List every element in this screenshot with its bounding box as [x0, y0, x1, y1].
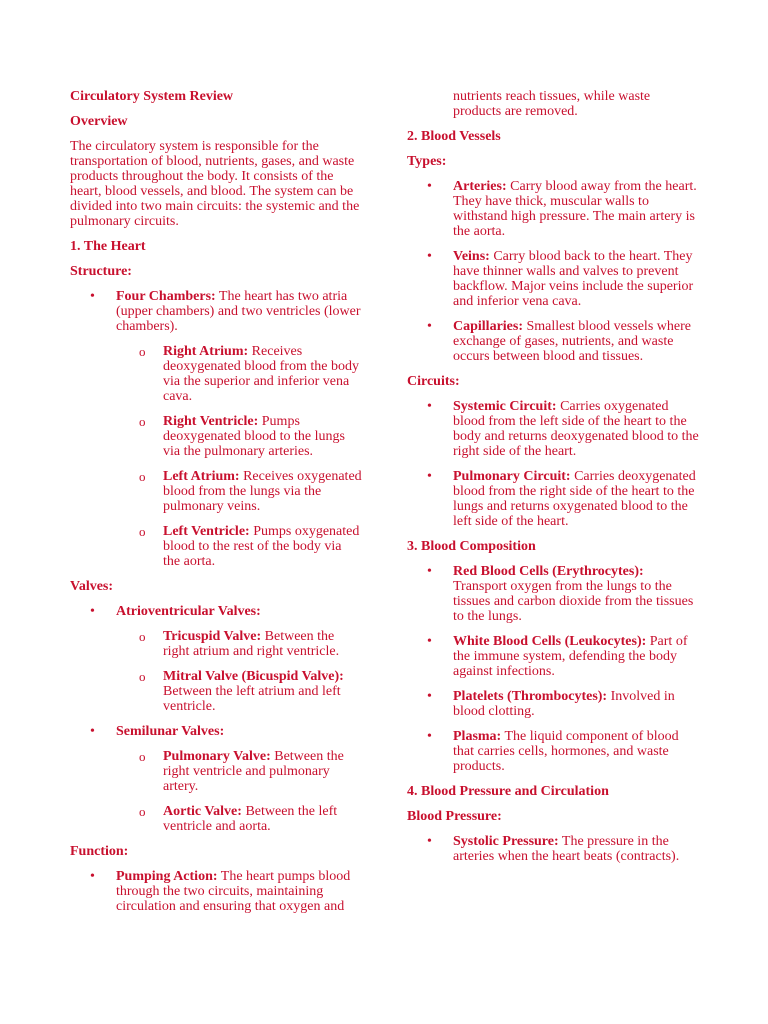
list-item — [70, 604, 362, 619]
item-desc: The heart has two atria (upper chambers) and two ventricles (lower chambers). — [116, 289, 361, 334]
item-desc: Part of the immune system, defending the body against infections. — [453, 634, 688, 679]
item-term: Atrioventricular Valves: — [116, 604, 261, 619]
item-term: Right Atrium: — [163, 344, 249, 359]
list-item — [70, 749, 362, 794]
bullet-dot-icon: • — [90, 724, 95, 739]
item-term: White Blood Cells (Leukocytes): — [453, 634, 647, 649]
bullet-circle-icon: o — [139, 669, 146, 684]
item-desc: Carry blood away from the heart. They have thick, muscular walls to withstand high pressure. The main artery is the aorta. — [453, 179, 697, 239]
pressure-heading: 4. Blood Pressure and Circulation — [407, 784, 609, 799]
item-term: Aortic Valve: — [163, 804, 242, 819]
item-term: Arteries: — [453, 179, 507, 194]
item-desc: Receives deoxygenated blood from the body via the superior and inferior vena cava. — [163, 344, 359, 404]
item-desc: The heart pumps blood through the two circuits, maintaining circulation and ensuring that oxygen and — [116, 869, 351, 914]
circuits-list — [407, 399, 699, 529]
item-term: Pumping Action: — [116, 869, 218, 884]
bullet-dot-icon: • — [427, 634, 432, 649]
list-item — [70, 289, 362, 334]
function-heading: Function: — [70, 844, 129, 859]
list-item — [70, 804, 362, 834]
item-desc: Carries deoxygenated blood from the right side of the heart to the lungs and returns oxygenated blood to the left side of the heart. — [453, 469, 696, 529]
item-desc: Between the left atrium and left ventricle. — [163, 684, 341, 714]
list-item — [407, 469, 699, 529]
function-list — [70, 869, 362, 914]
list-item — [70, 524, 362, 569]
item-desc: Involved in blood clotting. — [453, 689, 675, 719]
list-item — [407, 689, 699, 719]
item-term: Plasma: — [453, 729, 502, 744]
item-desc: Pumps oxygenated blood to the rest of the body via the aorta. — [163, 524, 360, 569]
item-term: Mitral Valve (Bicuspid Valve): — [163, 669, 344, 684]
item-term: Platelets (Thrombocytes): — [453, 689, 608, 704]
document-title: Circulatory System Review — [70, 89, 234, 104]
item-term: Four Chambers: — [116, 289, 216, 304]
valves-heading: Valves: — [70, 579, 114, 594]
list-item — [407, 319, 699, 364]
item-term: Left Atrium: — [163, 469, 240, 484]
item-desc: Between the right ventricle and pulmonary artery. — [163, 749, 344, 794]
item-desc: Smallest blood vessels where exchange of gases, nutrients, and waste occurs between blood and tissues. — [453, 319, 691, 364]
bullet-dot-icon: • — [90, 604, 95, 619]
item-term: Semilunar Valves: — [116, 724, 225, 739]
overview-heading: Overview — [70, 114, 128, 129]
bullet-dot-icon: • — [427, 564, 432, 579]
list-item — [70, 724, 362, 739]
list-item — [70, 469, 362, 514]
vessels-heading: 2. Blood Vessels — [407, 129, 501, 144]
bullet-circle-icon: o — [139, 414, 146, 429]
list-item — [70, 669, 362, 714]
bullet-circle-icon: o — [139, 524, 146, 539]
blood-pressure-subheading: Blood Pressure: — [407, 809, 502, 824]
list-item — [407, 729, 699, 774]
item-desc: Between the right atrium and right ventricle. — [163, 629, 340, 659]
structure-heading: Structure: — [70, 264, 132, 279]
circuits-heading: Circuits: — [407, 374, 460, 389]
valves-list — [70, 604, 362, 834]
item-term: Pulmonary Circuit: — [453, 469, 571, 484]
bullet-dot-icon: • — [427, 729, 432, 744]
bullet-dot-icon: • — [427, 689, 432, 704]
item-desc: Pumps deoxygenated blood to the lungs via the pulmonary arteries. — [163, 414, 345, 459]
item-term: Left Ventricle: — [163, 524, 250, 539]
item-term: Pulmonary Valve: — [163, 749, 271, 764]
bullet-dot-icon: • — [90, 869, 95, 884]
item-term: Red Blood Cells (Erythrocytes): — [453, 564, 644, 579]
bullet-circle-icon: o — [139, 804, 146, 819]
list-item — [407, 399, 699, 459]
bullet-dot-icon: • — [427, 179, 432, 194]
item-term: Veins: — [453, 249, 490, 264]
composition-heading: 3. Blood Composition — [407, 539, 536, 554]
types-list — [407, 179, 699, 364]
bullet-dot-icon: • — [427, 469, 432, 484]
bullet-dot-icon: • — [427, 249, 432, 264]
item-term: Systolic Pressure: — [453, 834, 559, 849]
structure-list — [70, 289, 362, 569]
overview-text: The circulatory system is responsible for the transportation of blood, nutrients, gases, and waste products throughout the body. It consists of the heart, blood vessels, and blood. The system can be divided into two main circuits: the systemic and the pulmonary circuits. — [70, 139, 360, 229]
list-item — [70, 869, 362, 914]
bullet-dot-icon: • — [90, 289, 95, 304]
composition-list — [407, 564, 699, 774]
pumping-continuation: nutrients reach tissues, while waste products are removed. — [453, 89, 651, 119]
item-desc: The pressure in the arteries when the heart beats (contracts). — [453, 834, 680, 864]
item-term: Right Ventricle: — [163, 414, 259, 429]
list-item — [70, 344, 362, 404]
item-term: Tricuspid Valve: — [163, 629, 262, 644]
list-item — [407, 634, 699, 679]
item-desc: Between the left ventricle and aorta. — [163, 804, 338, 834]
item-desc: Receives oxygenated blood from the lungs via the pulmonary veins. — [163, 469, 362, 514]
list-item — [70, 629, 362, 659]
bullet-circle-icon: o — [139, 749, 146, 764]
item-desc: Carries oxygenated blood from the left side of the heart to the body and returns deoxygenated blood to the right side of the heart. — [453, 399, 699, 459]
bullet-circle-icon: o — [139, 629, 146, 644]
item-desc: The liquid component of blood that carries cells, hormones, and waste products. — [453, 729, 679, 774]
left-column — [70, 89, 362, 924]
pressure-list — [407, 834, 699, 864]
list-item — [70, 414, 362, 459]
bullet-dot-icon: • — [427, 399, 432, 414]
item-desc: Carry blood back to the heart. They have thinner walls and valves to prevent backflow. Major veins include the superior and inferior vena cava. — [453, 249, 694, 309]
right-column — [407, 89, 699, 874]
bullet-circle-icon: o — [139, 344, 146, 359]
bullet-circle-icon: o — [139, 469, 146, 484]
list-item — [407, 179, 699, 239]
types-heading: Types: — [407, 154, 447, 169]
bullet-dot-icon: • — [427, 834, 432, 849]
heart-heading: 1. The Heart — [70, 239, 146, 254]
item-term: Systemic Circuit: — [453, 399, 557, 414]
list-item — [407, 249, 699, 309]
item-desc: Transport oxygen from the lungs to the tissues and carbon dioxide from the tissues to the lungs. — [453, 579, 694, 624]
bullet-dot-icon: • — [427, 319, 432, 334]
item-term: Capillaries: — [453, 319, 523, 334]
list-item — [407, 564, 699, 624]
list-item — [407, 834, 699, 864]
